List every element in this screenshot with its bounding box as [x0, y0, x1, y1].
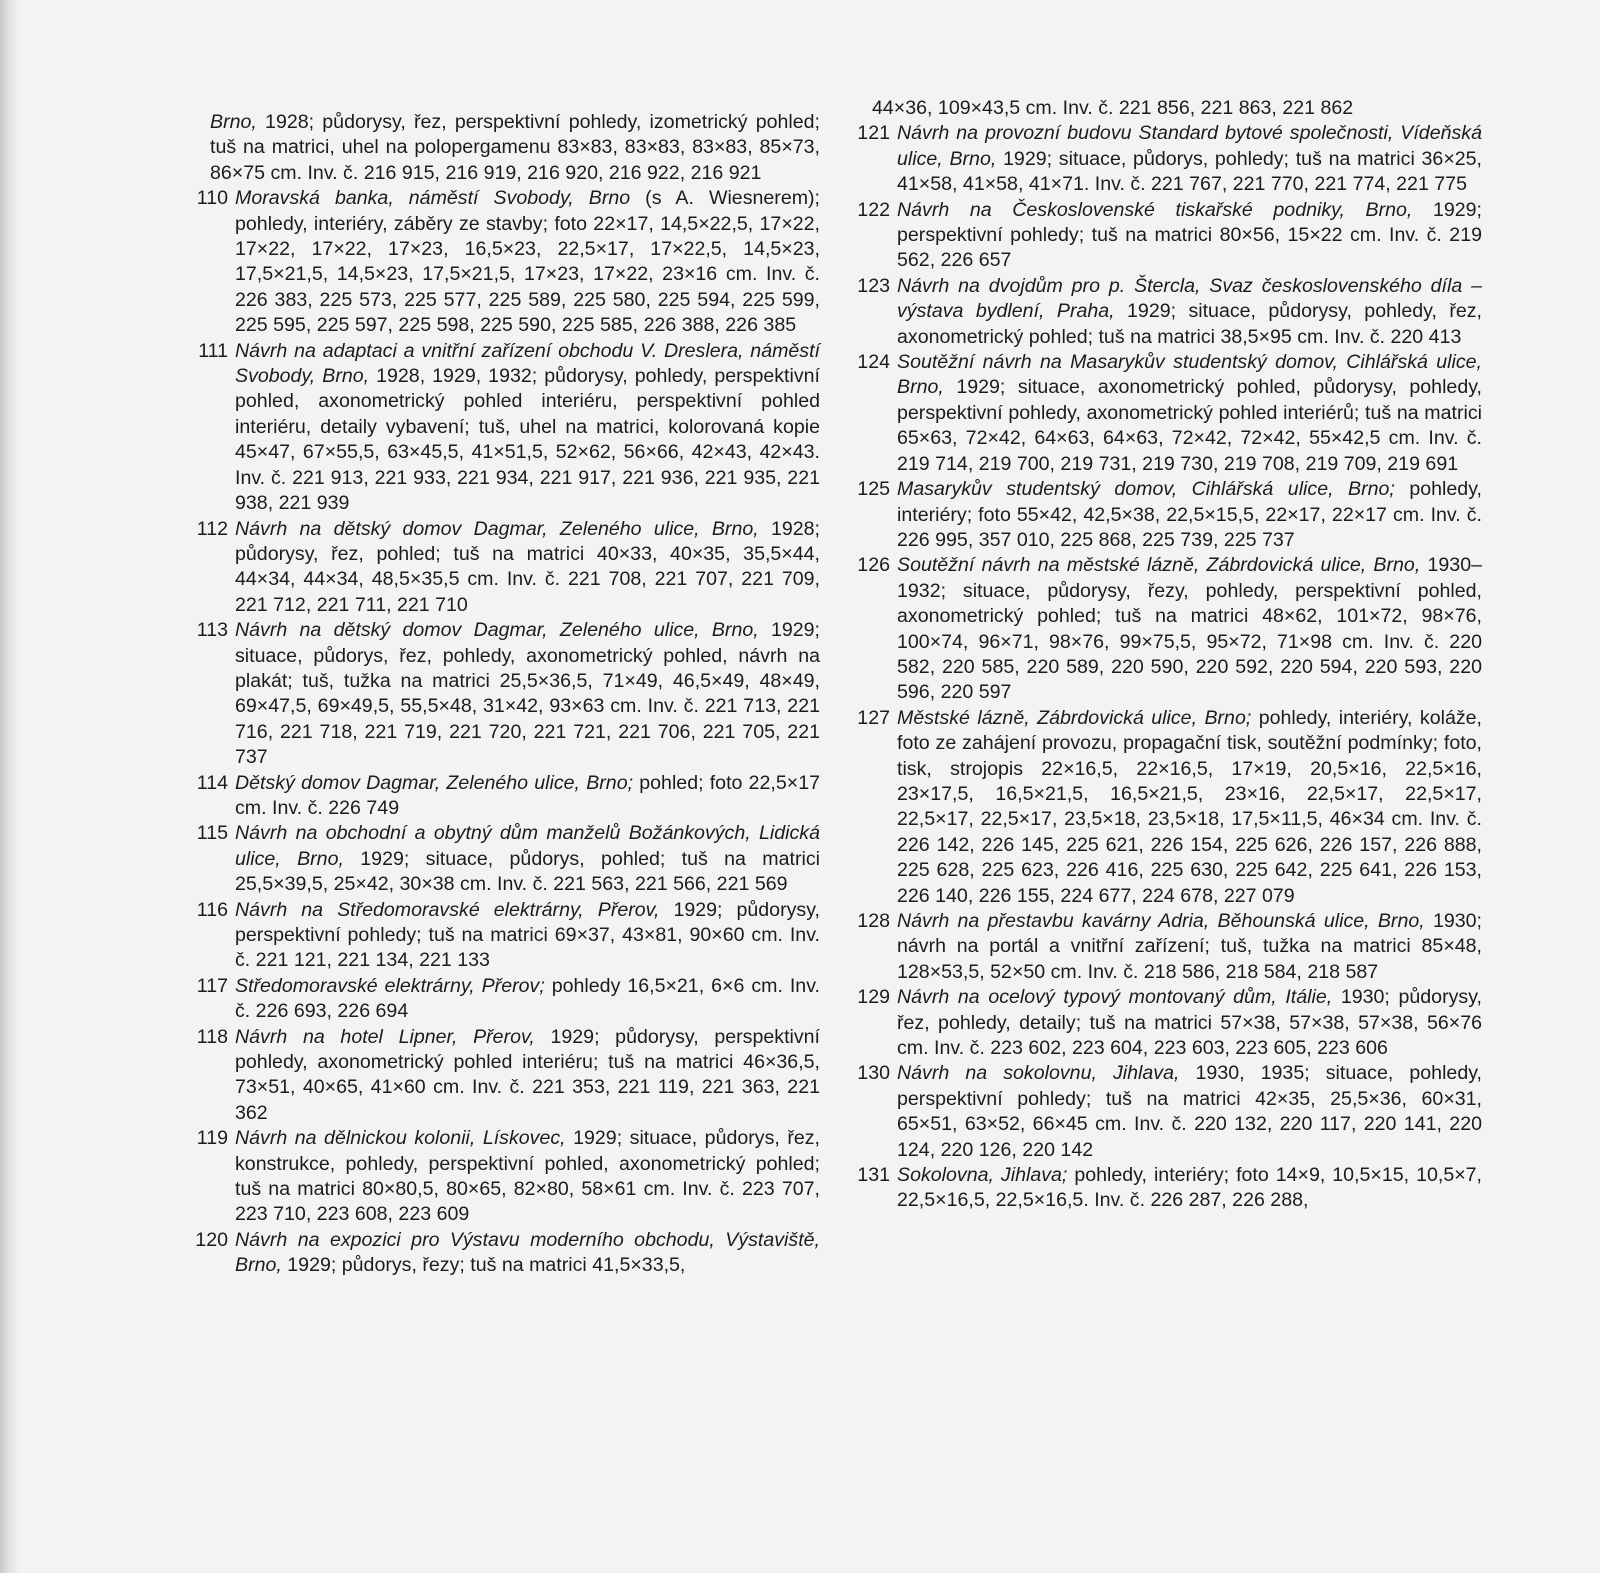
catalog-entry-121 — [832, 121, 1482, 197]
entry-number: 131 — [857, 1164, 890, 1187]
entry-number: 121 — [857, 122, 890, 145]
entry-title: Návrh na adaptaci a vnitřní zařízení obchodu V. Dreslera, náměstí Svobody, Brno, — [235, 339, 820, 388]
entry-details: 1929; situace, půdorys, pohledy; tuš na matrici 36×25, 41×58, 41×58, 41×71. Inv. č. 221 767, 221 770, 221 774, 221 775 — [897, 147, 1482, 196]
entry-title: Návrh na dvojdům pro p. Štercla, Svaz československého díla – výstava bydlení, Praha, — [897, 274, 1482, 323]
entry-details: 1928, 1929, 1932; půdorysy, pohledy, perspektivní pohled, axonometrický pohled interiéru, perspektivní pohled interiéru, detaily vybavení; tuš, uhel na matrici, kolorovaná kopie 45×47, 67×55,5, 63×45,5, 41×51,5, 52×62, 56×66, 42×43, 42×43. Inv. č. 221 913, 221 933, 221 934, 221 917, 221 936, 221 935, 221 938, 221 939 — [235, 365, 820, 515]
entry-title: Středomoravské elektrárny, Přerov; — [235, 974, 545, 997]
catalog-entries-right — [832, 121, 1482, 1213]
entry-number: 114 — [196, 771, 228, 794]
catalog-entry-115 — [170, 821, 820, 897]
entry-title: Návrh na obchodní a obytný dům manželů Božánkových, Lidická ulice, Brno, — [235, 822, 820, 870]
entry-number: 128 — [857, 910, 890, 932]
entry-title: Návrh na hotel Lipner, Přerov, — [235, 1025, 535, 1048]
page-spine-shadow — [0, 0, 20, 1573]
entry-details: 1929; situace, půdorys, řez, pohledy, axonometrický pohled, návrh na plakát; tuš, tužka na matrici 25,5×36,5, 71×49, 46,5×49, 48×49, 69×47,5, 69×49,5, 55,5×48, 31×42, 93×63 cm. Inv. č. 221 713, 221 716, 221 718, 221 719, 221 720, 221 721, 221 706, 221 705, 221 737 — [235, 619, 821, 769]
entry-details: 1929; půdorysy, perspektivní pohledy, axonometrický pohled interiéru; tuš na matrici 46×36,5, 73×51, 40×65, 41×60 cm. Inv. č. 221 353, 221 119, 221 363, 221 362 — [235, 1025, 820, 1124]
entry-title: Návrh na sokolovnu, Jihlava, — [897, 1062, 1180, 1085]
entry-number: 110 — [196, 187, 228, 210]
catalog-entry-111 — [170, 339, 820, 517]
entry-number: 111 — [198, 339, 228, 362]
entry-details: 1930; půdorysy, řez, pohledy, detaily; tuš na matrici 57×38, 57×38, 57×38, 56×76 cm. Inv. č. 223 602, 223 604, 223 603, 223 605, 223 606 — [897, 986, 1482, 1060]
entry-number: 113 — [196, 619, 228, 642]
entry-title: Soutěžní návrh na městské lázně, Zábrdovická ulice, Brno, — [897, 554, 1421, 577]
entry-details: 1930–1932; situace, půdorysy, řezy, pohledy, perspektivní pohled, axonometrický pohled; tuš na matrici 48×62, 101×72, 98×76, 100×74, 96×71, 98×76, 99×75,5, 95×72, 71×98 cm. Inv. č. 220 582, 220 585, 220 589, 220 590, 220 592, 220 594, 220 593, 220 596, 220 597 — [897, 554, 1482, 704]
entry-details: 1930, 1935; situace, pohledy, perspektivní pohledy; tuš na matrici 42×35, 25,5×36, 60×31, 65×51, 63×52, 66×45 cm. Inv. č. 220 132, 220 117, 220 141, 220 124, 220 126, 220 142 — [897, 1062, 1482, 1161]
entry-number: 116 — [196, 898, 228, 921]
entry-number: 119 — [196, 1127, 228, 1150]
entry-title: Sokolovna, Jihlava; — [897, 1164, 1068, 1187]
catalog-entry-110 — [170, 186, 820, 338]
entry-number: 126 — [857, 554, 890, 577]
entry-title: Městské lázně, Zábrdovická ulice, Brno; — [897, 706, 1252, 729]
catalog-entry-113 — [170, 618, 820, 770]
entry-details: 1929; půdorys, řezy; tuš na matrici 41,5×33,5, — [281, 1254, 686, 1277]
entry-title: Soutěžní návrh na Masarykův studentský domov, Cihlářská ulice, Brno, — [897, 351, 1482, 399]
catalog-entry-112 — [170, 517, 820, 619]
catalog-entry-126 — [832, 553, 1482, 705]
entry-number: 127 — [857, 706, 890, 729]
entry-title: Návrh na expozici pro Výstavu moderního obchodu, Výstaviště, Brno, — [235, 1228, 820, 1277]
entry-title: Návrh na přestavbu kavárny Adria, Běhounská ulice, Brno, — [897, 910, 1425, 932]
catalog-entry-130 — [832, 1061, 1482, 1163]
catalog-entry-continuation — [832, 96, 1482, 121]
catalog-entry-119 — [170, 1126, 820, 1228]
catalog-entry-124 — [832, 350, 1482, 477]
entry-details: 1929; situace, půdorysy, pohledy, řez, axonometrický pohled; tuš na matrici 38,5×95 cm. Inv. č. 220 413 — [897, 300, 1482, 348]
entry-details: 1929; situace, půdorys, řez, konstrukce, pohledy, perspektivní pohled, axonometrický pohled; tuš na matrici 80×80,5, 80×65, 82×80, 58×61 cm. Inv. č. 223 707, 223 710, 223 608, 223 609 — [235, 1127, 820, 1226]
entry-details: pohledy, interiéry; foto 55×42, 42,5×38, 22,5×15,5, 22×17, 22×17 cm. Inv. č. 226 995, 357 010, 225 868, 225 739, 225 737 — [897, 478, 1482, 551]
entry-title: Návrh na dělnickou kolonii, Lískovec, — [235, 1127, 566, 1150]
entry-details: pohled; foto 22,5×17 cm. Inv. č. 226 749 — [235, 771, 820, 819]
catalog-entries-left — [170, 186, 820, 1278]
entry-title: Návrh na dětský domov Dagmar, Zeleného ulice, Brno, — [235, 619, 759, 642]
entry-title: Návrh na ocelový typový montovaný dům, Itálie, — [897, 986, 1333, 1009]
catalog-entry-114 — [170, 771, 820, 822]
catalog-entry-129 — [832, 985, 1482, 1061]
catalog-entry-117 — [170, 974, 820, 1025]
catalog-entry-128 — [832, 909, 1482, 985]
entry-number: 112 — [196, 517, 228, 540]
entry-details: 1928; půdorysy, řez, pohled; tuš na matrici 40×33, 40×35, 35,5×44, 44×34, 44×34, 48,5×35,5 cm. Inv. č. 221 708, 221 707, 221 709, 221 712, 221 711, 221 710 — [235, 517, 821, 616]
entry-title: Masarykův studentský domov, Cihlářská ulice, Brno; — [897, 478, 1395, 501]
entry-title: Dětský domov Dagmar, Zeleného ulice, Brno; — [235, 771, 634, 794]
catalog-entry-118 — [170, 1025, 820, 1127]
entry-details: 1929; perspektivní pohledy; tuš na matrici 80×56, 15×22 cm. Inv. č. 219 562, 226 657 — [897, 198, 1483, 272]
entry-details: pohledy 16,5×21, 6×6 cm. Inv. č. 226 693, 226 694 — [235, 974, 820, 1023]
entry-details: pohledy, interiéry; foto 14×9, 10,5×15, 10,5×7, 22,5×16,5, 22,5×16,5. Inv. č. 226 287, 226 288, — [897, 1164, 1483, 1212]
entry-details: 1929; situace, axonometrický pohled, půdorysy, pohledy, perspektivní pohledy, axonometrický pohled interiérů; tuš na matrici 65×63, 72×42, 64×63, 64×63, 72×42, 72×42, 55×42,5 cm. Inv. č. 219 714, 219 700, 219 731, 219 730, 219 708, 219 709, 219 691 — [897, 376, 1482, 475]
entry-number: 130 — [857, 1062, 890, 1085]
entry-number: 115 — [196, 822, 228, 845]
entry-title: Návrh na provozní budovu Standard bytové společnosti, Vídeňská ulice, Brno, — [897, 122, 1482, 170]
catalog-entry-116 — [170, 898, 820, 974]
entry-details: (s A. Wiesnerem); pohledy, interiéry, záběry ze stavby; foto 22×17, 14,5×22,5, 17×22, 17×22, 17×22, 17×23, 16,5×23, 22,5×17, 17×22,5, 14,5×23, 17,5×21,5, 14,5×23, 17,5×21,5, 17×23, 17×22, 23×16 cm. Inv. č. 226 383, 225 573, 225 577, 225 589, 225 580, 225 594, 225 599, 225 595, 225 597, 225 598, 225 590, 225 585, 226 388, 226 385 — [235, 187, 821, 337]
entry-number: 129 — [857, 986, 890, 1009]
entry-number: 117 — [196, 974, 228, 997]
entry-title: Návrh na Středomoravské elektrárny, Přerov, — [235, 898, 660, 921]
entry-title: Návrh na dětský domov Dagmar, Zeleného ulice, Brno, — [235, 517, 759, 540]
entry-number: 124 — [857, 351, 890, 374]
entry-number: 122 — [857, 198, 890, 221]
entry-details: 1930; návrh na portál a vnitřní zařízení; tuš, tužka na matrici 85×48, 128×53,5, 52×50 cm. Inv. č. 218 586, 218 584, 218 587 — [897, 910, 1482, 983]
entry-number: 125 — [857, 478, 890, 501]
entry-number: 118 — [196, 1025, 228, 1048]
catalog-column-right — [832, 96, 1482, 1214]
catalog-entry-131 — [832, 1163, 1482, 1214]
catalog-entry-127 — [832, 706, 1482, 909]
entry-number: 120 — [195, 1228, 228, 1251]
entry-title: Moravská banka, náměstí Svobody, Brno — [235, 187, 631, 210]
entry-number: 123 — [857, 274, 890, 297]
catalog-entry-122 — [832, 198, 1482, 274]
entry-title: Návrh na Československé tiskařské podniky, Brno, — [897, 198, 1413, 221]
catalog-entry-120 — [170, 1228, 820, 1279]
catalog-column-left — [170, 110, 820, 1279]
catalog-entry-continuation — [170, 110, 820, 186]
catalog-entry-123 — [832, 274, 1482, 350]
entry-details: 44×36, 109×43,5 cm. Inv. č. 221 856, 221 863, 221 862 — [872, 97, 1354, 119]
entry-details: pohledy, interiéry, koláže, foto ze zahájení provozu, propagační tisk, soutěžní podmínky; foto, tisk, strojopis 22×16,5, 22×16,5, 17×19, 20,5×16, 22,5×16, 23×17,5, 16,5×21,5, 16,5×21,5, 23×16, 22,5×17, 22,5×17, 22,5×17, 22,5×17, 23,5×18, 23,5×18, 17,5×11,5, 46×34 cm. Inv. č. 226 142, 226 145, 225 621, 226 154, 225 626, 226 157, 226 888, 225 628, 225 623, 226 416, 225 630, 225 642, 225 641, 226 153, 226 140, 226 155, 224 677, 224 678, 227 079 — [897, 706, 1482, 907]
entry-details: 1929; půdorysy, perspektivní pohledy; tuš na matrici 69×37, 43×81, 90×60 cm. Inv. č. 221 121, 221 134, 221 133 — [235, 898, 820, 972]
entry-details: 1929; situace, půdorys, pohled; tuš na matrici 25,5×39,5, 25×42, 30×38 cm. Inv. č. 221 563, 221 566, 221 569 — [235, 847, 820, 896]
entry-details: 1928; půdorysy, řez, perspektivní pohledy, izometrický pohled; tuš na matrici, uhel na polopergamenu 83×83, 83×83, 83×83, 85×73, 86×75 cm. Inv. č. 216 915, 216 919, 216 920, 216 922, 216 921 — [210, 111, 820, 184]
catalog-entry-125 — [832, 477, 1482, 553]
entry-title: Brno, — [210, 111, 257, 133]
